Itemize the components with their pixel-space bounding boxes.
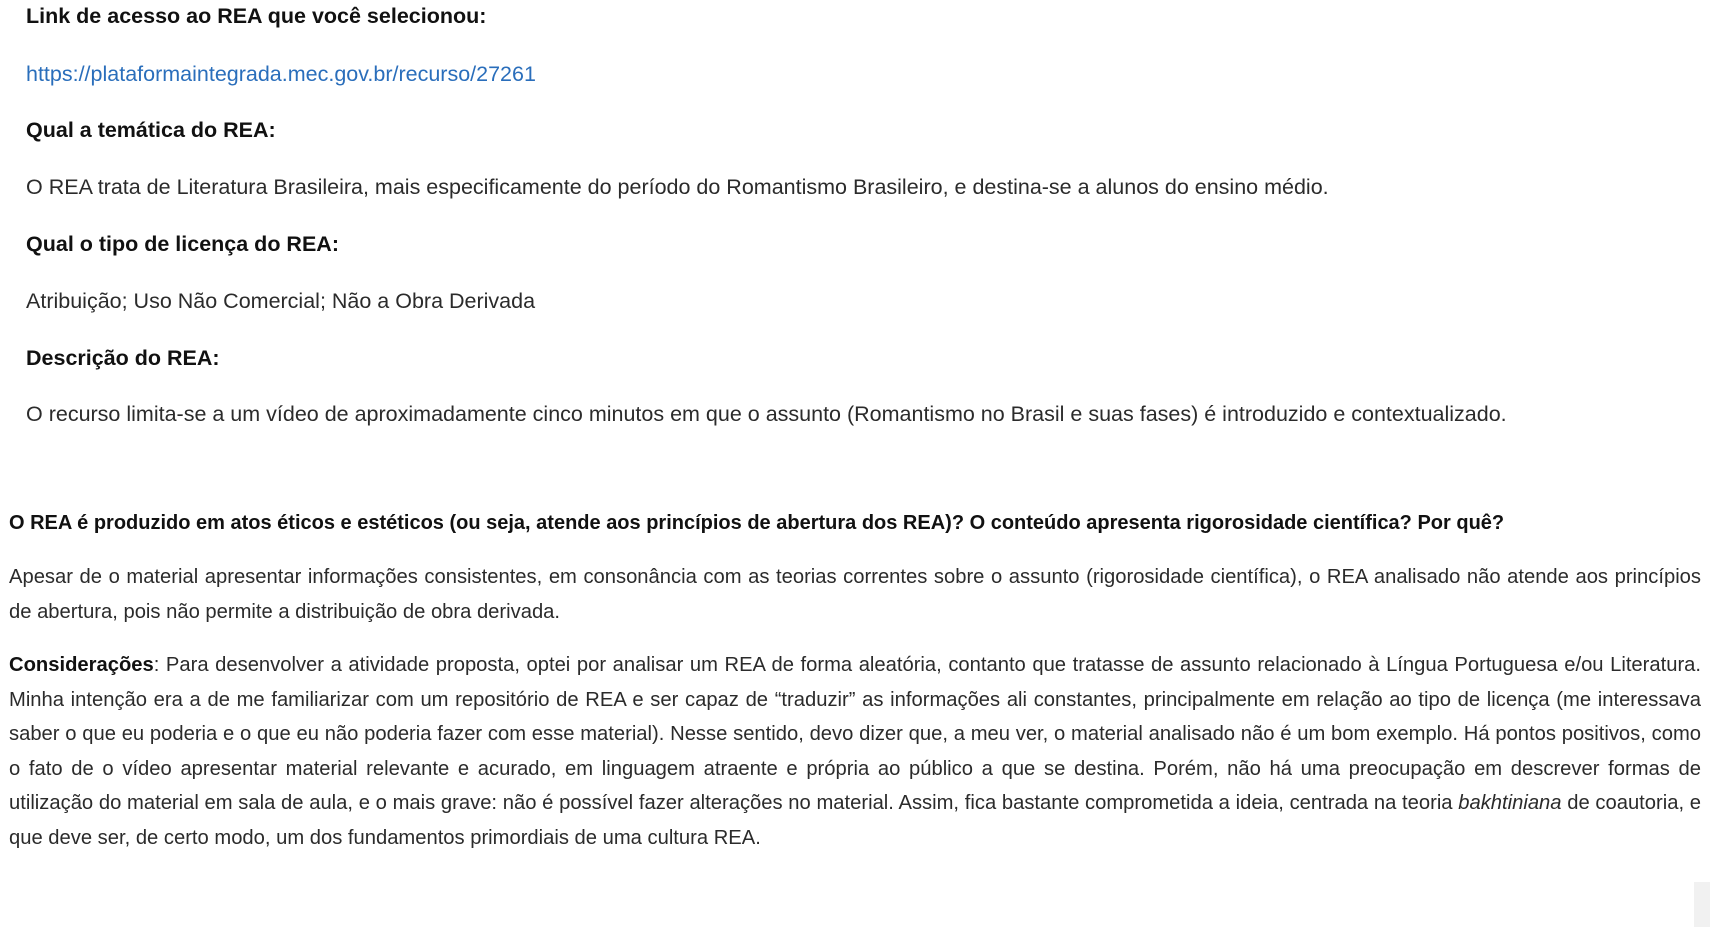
licenca-heading: Qual o tipo de licença do REA: (26, 232, 339, 256)
analysis-question: O REA é produzido em atos éticos e estéticos (ou seja, atende aos princípios de abertura dos REA)? O conteúdo apresenta rigorosidade científica? Por quê? (9, 512, 1505, 534)
scrollbar-stub[interactable] (1694, 882, 1710, 927)
rea-link[interactable]: https://plataformaintegrada.mec.gov.br/recurso/27261 (26, 62, 536, 86)
consideracoes-label: Considerações (9, 654, 154, 676)
consideracoes-text: : Para desenvolver a atividade proposta, optei por analisar um REA de forma aleatória, contanto que tratasse de assunto relacionado à Língua Portuguesa e/ou Literatura. Minha intenção era a de me familiarizar com um repositório de REA e ser capaz de “traduzir” as informações ali constantes, principalmente em relação ao tipo de licença (me interessava saber o que eu poderia e o que eu não poderia fazer com esse material). Nesse sentido, devo dizer que, a meu ver, o material analisado não é um bom exemplo. Há pontos positivos, como o fato de o vídeo apresentar material relevante e acurado, em linguagem atraente e própria ao público a que se destina. Porém, não há uma preocupação em descrever formas de utilização do material em sala de aula, e o mais grave: não é possível fazer alterações no material. Assim, fica bastante comprometida a ideia, centrada na teoria (9, 654, 1701, 815)
consideracoes-paragraph (9, 648, 1701, 856)
link-heading: Link de acesso ao REA que você selecionou: (26, 4, 487, 28)
analysis-answer: Apesar de o material apresentar informações consistentes, em consonância com as teorias correntes sobre o assunto (rigorosidade científica), o REA analisado não atende aos princípios de abertura, pois não permite a distribuição de obra derivada. (9, 566, 1701, 623)
descricao-text: O recurso limita-se a um vídeo de aproximadamente cinco minutos em que o assunto (Romantismo no Brasil e suas fases) é introduzido e contextualizado. (26, 402, 1507, 426)
tematica-text: O REA trata de Literatura Brasileira, mais especificamente do período do Romantismo Brasileiro, e destina-se a alunos do ensino médio. (26, 175, 1329, 199)
licenca-text: Atribuição; Uso Não Comercial; Não a Obra Derivada (26, 289, 536, 313)
rea-link-row (26, 62, 1690, 87)
consideracoes-end: de coautoria, e que deve ser, de certo modo, um dos fundamentos primordiais de uma cultura REA. (9, 792, 1701, 849)
consideracoes-italic: bakhtiniana (1458, 792, 1562, 815)
tematica-heading: Qual a temática do REA: (26, 118, 276, 142)
descricao-heading: Descrição do REA: (26, 346, 220, 370)
